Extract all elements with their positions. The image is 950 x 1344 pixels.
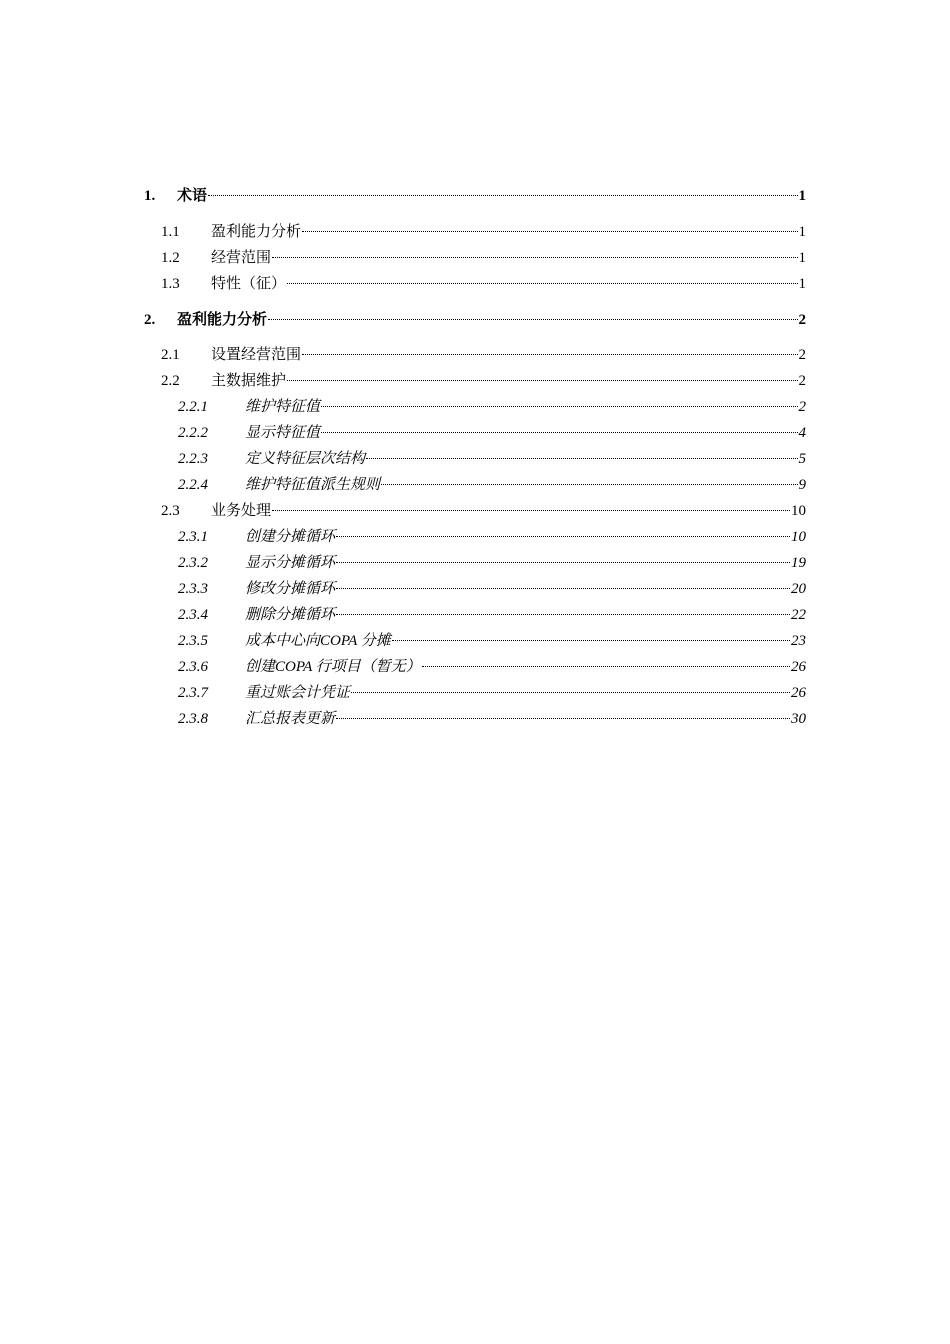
toc-entry-page-number: 2 <box>798 312 806 328</box>
toc-entry-number: 2.3.6 <box>178 659 208 675</box>
toc-entry-title: 主数据维护 <box>211 373 287 389</box>
toc-entry[interactable] <box>178 422 806 444</box>
toc-entry[interactable] <box>178 708 806 730</box>
toc-entry-title: 盈利能力分析 <box>211 224 302 240</box>
toc-entry[interactable] <box>161 273 806 295</box>
toc-entry-title: 设置经营范围 <box>211 347 302 363</box>
toc-entry-page-number: 10 <box>791 529 806 545</box>
toc-entry-number: 2.3.7 <box>178 685 208 701</box>
toc-entry-title: 重过账会计凭证 <box>245 685 351 701</box>
toc-entry-page-number: 22 <box>791 607 806 623</box>
toc-entry-page-number: 4 <box>798 425 806 441</box>
toc-entry-page-number: 2 <box>798 399 806 415</box>
toc-entry[interactable] <box>178 578 806 600</box>
toc-entry-page-number: 2 <box>798 373 806 389</box>
toc-entry-title: 创建分摊循环 <box>245 529 336 545</box>
toc-entry[interactable] <box>178 474 806 496</box>
toc-dot-leader <box>321 432 797 433</box>
toc-entry-page-number: 2 <box>798 347 806 363</box>
toc-entry[interactable] <box>178 448 806 470</box>
toc-entry-title: 创建COPA 行项目（暂无） <box>245 659 421 675</box>
toc-entry-number: 1. <box>144 188 156 204</box>
toc-entry[interactable] <box>178 604 806 626</box>
toc-entry-number: 2.2 <box>161 373 180 389</box>
toc-dot-leader <box>336 614 790 615</box>
toc-entry-title: 维护特征值派生规则 <box>245 477 381 493</box>
toc-entry-title: 显示特征值 <box>245 425 321 441</box>
toc-dot-leader <box>336 588 790 589</box>
toc-entry-page-number: 1 <box>798 188 806 204</box>
toc-dot-leader <box>336 718 790 719</box>
toc-dot-leader <box>381 484 797 485</box>
toc-entry-number: 2.2.3 <box>178 451 208 467</box>
toc-dot-leader <box>272 257 797 258</box>
toc-entry-page-number: 30 <box>791 711 806 727</box>
toc-entry-page-number: 1 <box>798 224 806 240</box>
toc-dot-leader <box>392 640 790 641</box>
toc-dot-leader <box>336 562 790 563</box>
toc-entry-title: 成本中心向COPA 分摊 <box>245 633 391 649</box>
toc-dot-leader <box>208 195 797 196</box>
toc-entry-title: 修改分摊循环 <box>245 581 336 597</box>
toc-entry-number: 2.3.4 <box>178 607 208 623</box>
toc-dot-leader <box>321 406 797 407</box>
toc-entry-title: 维护特征值 <box>245 399 321 415</box>
toc-entry-page-number: 23 <box>791 633 806 649</box>
toc-entry[interactable] <box>178 656 806 678</box>
toc-entry[interactable] <box>161 247 806 269</box>
toc-entry[interactable] <box>144 309 806 331</box>
toc-entry-title: 特性（征） <box>211 276 287 292</box>
toc-entry-number: 2.3.8 <box>178 711 208 727</box>
toc-entry-number: 1.1 <box>161 224 180 240</box>
toc-dot-leader <box>302 231 797 232</box>
toc-entry[interactable] <box>161 344 806 366</box>
toc-entry-number: 2.2.2 <box>178 425 208 441</box>
toc-entry[interactable] <box>178 630 806 652</box>
toc-entry-title: 显示分摊循环 <box>245 555 336 571</box>
toc-entry-number: 2. <box>144 312 156 328</box>
toc-dot-leader <box>272 510 790 511</box>
toc-entry-page-number: 9 <box>798 477 806 493</box>
toc-entry-number: 1.2 <box>161 250 180 266</box>
toc-entry[interactable] <box>178 526 806 548</box>
toc-entry-title: 经营范围 <box>211 250 272 266</box>
toc-dot-leader <box>336 536 790 537</box>
toc-entry-page-number: 26 <box>791 659 806 675</box>
toc-entry-number: 2.3.3 <box>178 581 208 597</box>
toc-entry-title: 业务处理 <box>211 503 272 519</box>
toc-entry-number: 2.3 <box>161 503 180 519</box>
toc-entry-title: 删除分摊循环 <box>245 607 336 623</box>
toc-entry-page-number: 1 <box>798 276 806 292</box>
toc-entry-title: 定义特征层次结构 <box>245 451 366 467</box>
toc-dot-leader <box>422 666 790 667</box>
toc-entry-page-number: 5 <box>798 451 806 467</box>
toc-entry-page-number: 20 <box>791 581 806 597</box>
toc-entry[interactable] <box>178 552 806 574</box>
toc-entry-number: 1.3 <box>161 276 180 292</box>
toc-dot-leader <box>366 458 797 459</box>
toc-dot-leader <box>351 692 790 693</box>
toc-entry-number: 2.2.1 <box>178 399 208 415</box>
toc-entry-page-number: 1 <box>798 250 806 266</box>
toc-entry[interactable] <box>161 221 806 243</box>
toc-entry-title: 汇总报表更新 <box>245 711 336 727</box>
toc-entry[interactable] <box>161 500 806 522</box>
toc-entry[interactable] <box>178 682 806 704</box>
toc-entry-number: 2.3.5 <box>178 633 208 649</box>
toc-entry-page-number: 26 <box>791 685 806 701</box>
toc-dot-leader <box>302 354 797 355</box>
toc-dot-leader <box>287 283 797 284</box>
toc-entry[interactable] <box>144 185 806 207</box>
toc-entry-number: 2.3.1 <box>178 529 208 545</box>
toc-entry-title: 术语 <box>177 188 208 204</box>
toc-entry[interactable] <box>178 396 806 418</box>
toc-dot-leader <box>287 380 797 381</box>
toc-entry-page-number: 19 <box>791 555 806 571</box>
toc-entry-number: 2.2.4 <box>178 477 208 493</box>
toc-entry-page-number: 10 <box>791 503 806 519</box>
toc-entry-number: 2.1 <box>161 347 180 363</box>
toc-entry-title: 盈利能力分析 <box>177 312 268 328</box>
toc-entry-number: 2.3.2 <box>178 555 208 571</box>
toc-dot-leader <box>268 319 797 320</box>
toc-entry[interactable] <box>161 370 806 392</box>
